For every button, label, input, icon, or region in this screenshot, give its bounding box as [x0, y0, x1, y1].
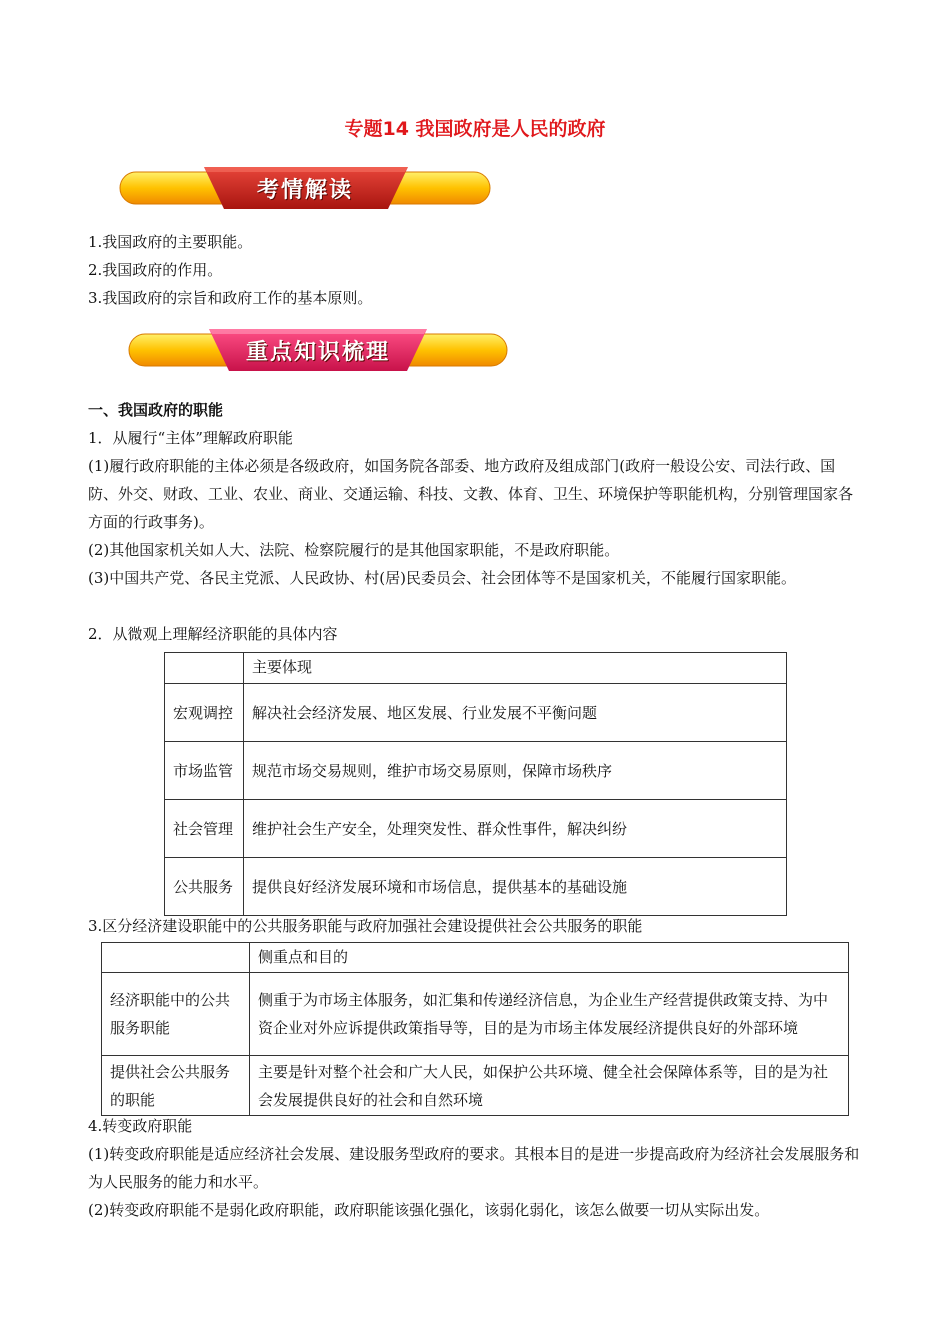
paragraph: (1)转变政府职能是适应经济社会发展、建设服务型政府的要求。其根本目的是进一步提高政府为经济社会发展服务和为人民服务的能力和水平。	[88, 1145, 860, 1191]
page-title: 专题14 我国政府是人民的政府	[344, 118, 606, 140]
table-cell: 维护社会生产安全，处理突发性、群众性事件，解决纠纷	[244, 800, 787, 858]
table-header-cell: 侧重点和目的	[250, 943, 849, 973]
public-service-comparison-table	[101, 942, 849, 1116]
intro-item: 1.我国政府的主要职能。	[88, 233, 253, 251]
intro-item: 2.我国政府的作用。	[88, 261, 223, 279]
table-row-label: 公共服务	[165, 858, 244, 916]
table-header-cell: 主要体现	[244, 653, 787, 684]
table-row-label: 经济职能中的公共服务职能	[102, 973, 250, 1056]
intro-item: 3.我国政府的宗旨和政府工作的基本原则。	[88, 289, 373, 307]
table-cell: 主要是针对整个社会和广大人民，如保护公共环境、健全社会保障体系等，目的是为社会发展提供良好的社会和自然环境	[250, 1056, 849, 1116]
table-row-label: 宏观调控	[165, 684, 244, 742]
table-cell: 侧重于为市场主体服务，如汇集和传递经济信息，为企业生产经营提供政策支持、为中资企业对外应诉提供政策指导等，目的是为市场主体发展经济提供良好的外部环境	[250, 973, 849, 1056]
table-row-label: 提供社会公共服务的职能	[102, 1056, 250, 1116]
banner-exam-analysis	[118, 166, 492, 210]
table-cell: 解决社会经济发展、地区发展、行业发展不平衡问题	[244, 684, 787, 742]
table-header-row	[165, 653, 787, 684]
banner-key-points	[127, 328, 509, 372]
table-cell: 提供良好经济发展环境和市场信息，提供基本的基础设施	[244, 858, 787, 916]
economic-functions-table	[164, 652, 787, 916]
subsection-title: 1．从履行“主体”理解政府职能	[88, 429, 293, 447]
banner-exam-analysis-label: 考情解读	[256, 178, 353, 203]
table-row-label: 市场监管	[165, 742, 244, 800]
table-cell	[102, 943, 250, 973]
subsection-title: 2．从微观上理解经济职能的具体内容	[88, 625, 338, 643]
table-row	[165, 858, 787, 916]
subsection-title: 3.区分经济建设职能中的公共服务职能与政府加强社会建设提供社会公共服务的职能	[88, 917, 643, 935]
table-row	[165, 800, 787, 858]
section-heading: 一、我国政府的职能	[88, 401, 224, 419]
paragraph: (2)其他国家机关如人大、法院、检察院履行的是其他国家职能，不是政府职能。	[88, 541, 620, 559]
table-row-label: 社会管理	[165, 800, 244, 858]
table-row	[165, 684, 787, 742]
table-cell	[165, 653, 244, 684]
table-row	[102, 973, 849, 1056]
table-header-row	[102, 943, 849, 973]
paragraph: (1)履行政府职能的主体必须是各级政府，如国务院各部委、地方政府及组成部门(政府一般设公安、司法行政、国防、外交、财政、工业、农业、商业、交通运输、科技、文教、体育、卫生、环境保护等职能机构，分别管理国家各方面的行政事务)。	[88, 457, 854, 531]
subsection-title: 4.转变政府职能	[88, 1117, 193, 1135]
paragraph: (2)转变政府职能不是弱化政府职能，政府职能该强化强化，该弱化弱化，该怎么做要一切从实际出发。	[88, 1201, 770, 1219]
banner-key-points-label: 重点知识梳理	[245, 340, 390, 365]
table-cell: 规范市场交易规则，维护市场交易原则，保障市场秩序	[244, 742, 787, 800]
paragraph: (3)中国共产党、各民主党派、人民政协、村(居)民委员会、社会团体等不是国家机关，不能履行国家职能。	[88, 569, 796, 587]
table-row	[165, 742, 787, 800]
table-row	[102, 1056, 849, 1116]
